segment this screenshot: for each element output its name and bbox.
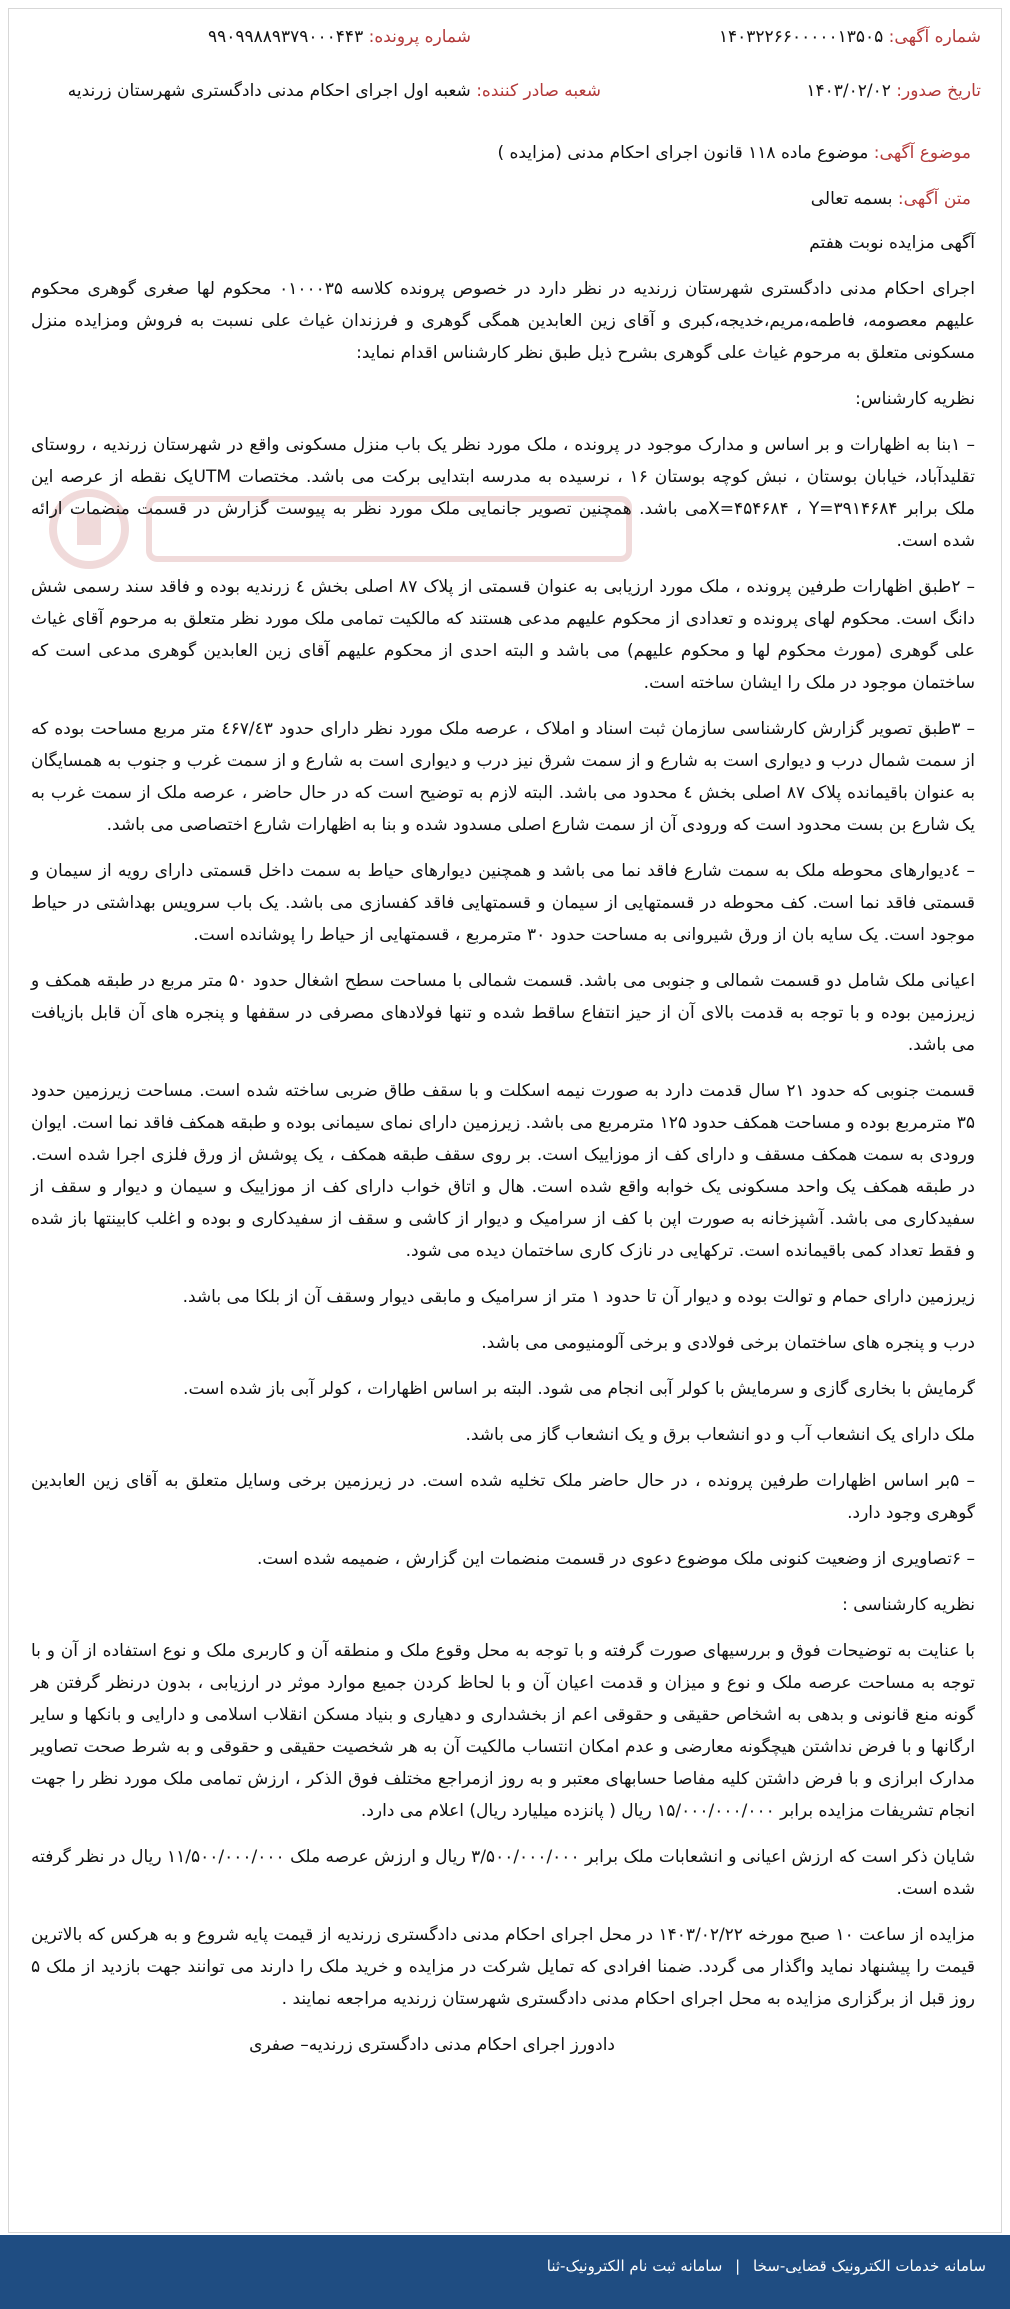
paragraph-opinion-heading: نظریه کارشناسی : [842, 1595, 975, 1615]
text-row [811, 189, 971, 209]
notice-page [8, 8, 1002, 2233]
notice-title: آگهی مزایده نوبت هفتم [809, 233, 975, 253]
footer-links [543, 2257, 990, 2275]
paragraph-item-4: – ٤دیوارهای محوطه ملک به سمت شارع فاقد نما می باشد و همچنین دیوارهای حیاط به سمت داخل قسمتی دارای رویه از سیمان و قسمتی فاقد نما است. کف محوطه در قسمتهایی از سیمان و قسمتهایی فاقد کفسازی می باشد. یک باب سرویس بهداشتی در حیاط موجود است. یک سایه بان از ورق شیروانی به مساحت حدود ۳۰ مترمربع ، قسمتهایی از حیاط را پوشانده است. [31, 861, 975, 945]
ad-number: ۱۴۰۳۲۲۶۶۰۰۰۰۰۱۳۵۰۵ [718, 27, 884, 47]
paragraph-utilities: ملک دارای یک انشعاب آب و دو انشعاب برق و یک انشعاب گاز می باشد. [465, 1425, 975, 1445]
paragraph-intro: اجرای احکام مدنی دادگستری شهرستان زرندیه در نظر دارد در خصوص پرونده کلاسه ۰۱۰۰۰۳۵ محکوم لها صغری گوهری محکوم علیهم معصومه، فاطمه،مریم،خدیجه،کبری و آقای زین العابدین همگی گوهری و فرزندان غیاث علی نسبت به فروش ومزایده منزل مسکونی متعلق به مرحوم غیاث علی گوهری بشرح ذیل طبق نظر کارشناس اقدام نماید: [31, 279, 975, 363]
paragraph-item-3: – ۳طبق تصویر گزارش کارشناسی سازمان ثبت اسناد و املاک ، عرصه ملک مورد نظر دارای حدود ٤۶۷/٤۳ متر مربع مساحت بوده که از سمت شمال درب و دیواری است به شارع و از سمت شرق نیز درب و دیواری است به شارع و از سمت غرب و جنوب به همسایگان به عنوان باقیمانده پلاک ۸۷ اصلی بخش ٤ محدود می باشد. البته لازم به توضیح است که در حال حاضر ، عرصه ملک از سمت غرب به یک شارع بن بست محدود است که ورودی آن از سمت شارع اصلی مسدود شده و بنا به اظهارات شارع اختصاصی می باشد. [31, 719, 975, 835]
issue-date-row [806, 81, 981, 101]
paragraph-basement: زیرزمین دارای حمام و توالت بوده و دیوار آن تا حدود ۱ متر از سرامیک و مابقی دیوار وسقف آن از بلکا می باشد. [182, 1287, 975, 1307]
paragraph-heating: گرمایش با بخاری گازی و سرمایش با کولر آبی انجام می شود. البته بر اساس اظهارات ، کولر آبی باز شده است. [183, 1379, 975, 1399]
footer-link-sakha[interactable]: سامانه خدمات الکترونیک قضایی-سخا [753, 2257, 986, 2275]
paragraph-item-6: – ۶تصاویری از وضعیت کنونی ملک موضوع دعوی در قسمت منضمات این گزارش ، ضمیمه شده است. [257, 1549, 975, 1569]
paragraph-expert-heading: نظریه کارشناس: [855, 389, 975, 409]
paragraph-auction-time: مزایده از ساعت ۱۰ صبح مورخه ۱۴۰۳/۰۲/۲۲ در محل اجرای احکام مدنی دادگستری زرندیه از قیمت پایه شروع و به هرکس که بالاترین قیمت را پیشنهاد نماید واگذار می گردد. ضمنا افرادی که تمایل شرکت در مزایده و خرید ملک را دارند می توانند جهت بازدید از ملک ۵ روز قبل از برگزاری مزایده به محل اجرای احکام مدنی دادگستری شهرستان زرندیه مراجعه نمایند . [31, 1925, 975, 2009]
footer-link-sana[interactable]: سامانه ثبت نام الکترونیک-ثنا [546, 2257, 723, 2275]
issuer: شعبه اول اجرای احکام مدنی دادگستری شهرستان زرندیه [67, 81, 471, 101]
paragraph-building: اعیانی ملک شامل دو قسمت شمالی و جنوبی می باشد. قسمت شمالی با مساحت سطح اشغال حدود ۵۰ متر مربع در طبقه همکف و زیرزمین بوده و با توجه به قدمت بالای آن از حیز انتفاع ساقط شده و تنها فولادهای مصرفی در سقفها و پنجره های آن قابل بازیافت می باشد. [31, 971, 975, 1055]
paragraph-values: شایان ذکر است که ارزش اعیانی و انشعابات ملک برابر ۳/۵۰۰/۰۰۰/۰۰۰ ریال و ارزش عرصه ملک ۱۱/۵۰۰/۰۰۰/۰۰۰ ریال در نظر گرفته شده است. [31, 1847, 975, 1899]
case-number-label: شماره پرونده: [368, 27, 471, 47]
issuer-label: شعبه صادر کننده: [476, 81, 601, 101]
paragraph-opinion: با عنایت به توضیحات فوق و بررسیهای صورت گرفته و با توجه به محل وقوع ملک و منطقه آن و کاربری ملک و نوع استفاده از آن و با توجه به مساحت عرصه ملک و نوع و میزان و قدمت اعیان آن و با لحاظ کردن جمیع موارد موثر در ارزیابی ، بدون درنظر گرفتن هر گونه منع قانونی و بدهی به اشخاص حقیقی و حقوقی اعم از بخشداری و دهیاری و بنیاد مسکن انقلاب اسلامی و دارایی و بانکها و سایر ارگانها و با فرض نداشتن هیچگونه معارضی و عدم امکان انتساب مالکیت آن به هر شخصیت حقیقی و حقوقی و به شرط صحت تصاویر مدارک ابرازی و با فرض داشتن کلیه مفاصا حسابهای معتبر و به روز ازمراجع مختلف فوق الذکر ، ارزش تمامی ملک مورد نظر را جهت انجام تشریفات مزایده برابر ۱۵/۰۰۰/۰۰۰/۰۰۰ ریال ( پانزده میلیارد ریال) اعلام می دارد. [31, 1641, 975, 1821]
footer-separator: | [735, 2257, 741, 2275]
footer-bar [0, 2235, 1010, 2309]
notice-body [31, 227, 975, 2075]
issue-date-label: تاریخ صدور: [896, 81, 981, 101]
case-number-row [208, 27, 471, 47]
paragraph-item-1: – ۱بنا به اظهارات و بر اساس و مدارک موجود در پرونده ، ملک مورد نظر یک باب منزل مسکونی واقع در شهرستان زرندیه ، روستای تقلیدآباد، خیابان بوستان ، نبش کوچه بوستان ۱۶ ، نرسیده به مدرسه ابتدایی برکت می باشد. مختصات UTMیک نقطه از عرصه این ملک برابر X=۴۵۴۶۸۴ ، Y=۳۹۱۴۶۸۴می باشد. همچنین تصویر جانمایی ملک مورد نظر به پیوست گزارش در قسمت منضمات ارائه شده است. [31, 435, 976, 551]
issuer-row [68, 81, 601, 101]
paragraph-signature: دادورز اجرای احکام مدنی دادگستری زرندیه– صفری [249, 2035, 615, 2055]
ad-number-label: شماره آگهی: [888, 27, 981, 47]
text-label: متن آگهی: [897, 189, 971, 209]
subject-row [497, 143, 971, 163]
paragraph-item-5: – ۵بر اساس اظهارات طرفین پرونده ، در حال حاضر ملک تخلیه شده است. در زیرزمین برخی وسایل متعلق به آقای زین العابدین گوهری وجود دارد. [31, 1471, 976, 1523]
text-opening: بسمه تعالی [810, 189, 893, 209]
issue-date: ۱۴۰۳/۰۲/۰۲ [806, 81, 891, 101]
paragraph-south-section: قسمت جنوبی که حدود ۲۱ سال قدمت دارد به صورت نیمه اسکلت و با سقف طاق ضربی ساخته شده است. مساحت زیرزمین حدود ۳۵ مترمربع بوده و مساحت همکف حدود ۱۲۵ مترمربع می باشد. زیرزمین دارای نمای سیمانی بوده و طبقه همکف فاقد نما است. ایوان ورودی به سمت همکف مسقف و دارای کف از موزاییک است. بر روی سقف طبقه همکف ، یک پوشش از ورق فلزی اجرا شده است. در طبقه همکف یک واحد مسکونی یک خوابه واقع شده است. هال و اتاق خواب دارای کف از موزاییک و سیمان و دیوار و سقف از سفیدکاری می باشد. آشپزخانه به صورت اپن با کف از سرامیک و دیوار از کاشی و سقف از سفیدکاری و بوده و اغلب کابینتها باز شده و فقط تعداد کمی باقیمانده است. ترکهایی در نازک کاری ساختمان دیده می شود. [31, 1081, 975, 1261]
ad-number-row [719, 27, 981, 47]
paragraph-item-2: – ۲طبق اظهارات طرفین پرونده ، ملک مورد ارزیابی به عنوان قسمتی از پلاک ۸۷ اصلی بخش ٤ زرندیه بوده و فاقد سند رسمی شش دانگ است. محکوم لهای پرونده و تعدادی از محکوم علیهم مدعی هستند که مالکیت تمامی ملک مورد نظر متعلق به مرحوم آقای غیاث علی گوهری (مورث محکوم لها و محکوم علیهم) می باشد و البته احدی از محکوم علیهم آقای زین العابدین گوهری مدعی است که ساختمان موجود در ملک را ایشان ساخته است. [31, 577, 975, 693]
subject-label: موضوع آگهی: [873, 143, 971, 163]
paragraph-windows: درب و پنجره های ساختمان برخی فولادی و برخی آلومنیومی می باشد. [481, 1333, 975, 1353]
case-number: ۹۹۰۹۹۸۸۹۳۷۹۰۰۰۴۴۳ [207, 27, 364, 47]
subject: موضوع ماده ۱۱۸ قانون اجرای احکام مدنی (مزایده ) [497, 143, 869, 163]
